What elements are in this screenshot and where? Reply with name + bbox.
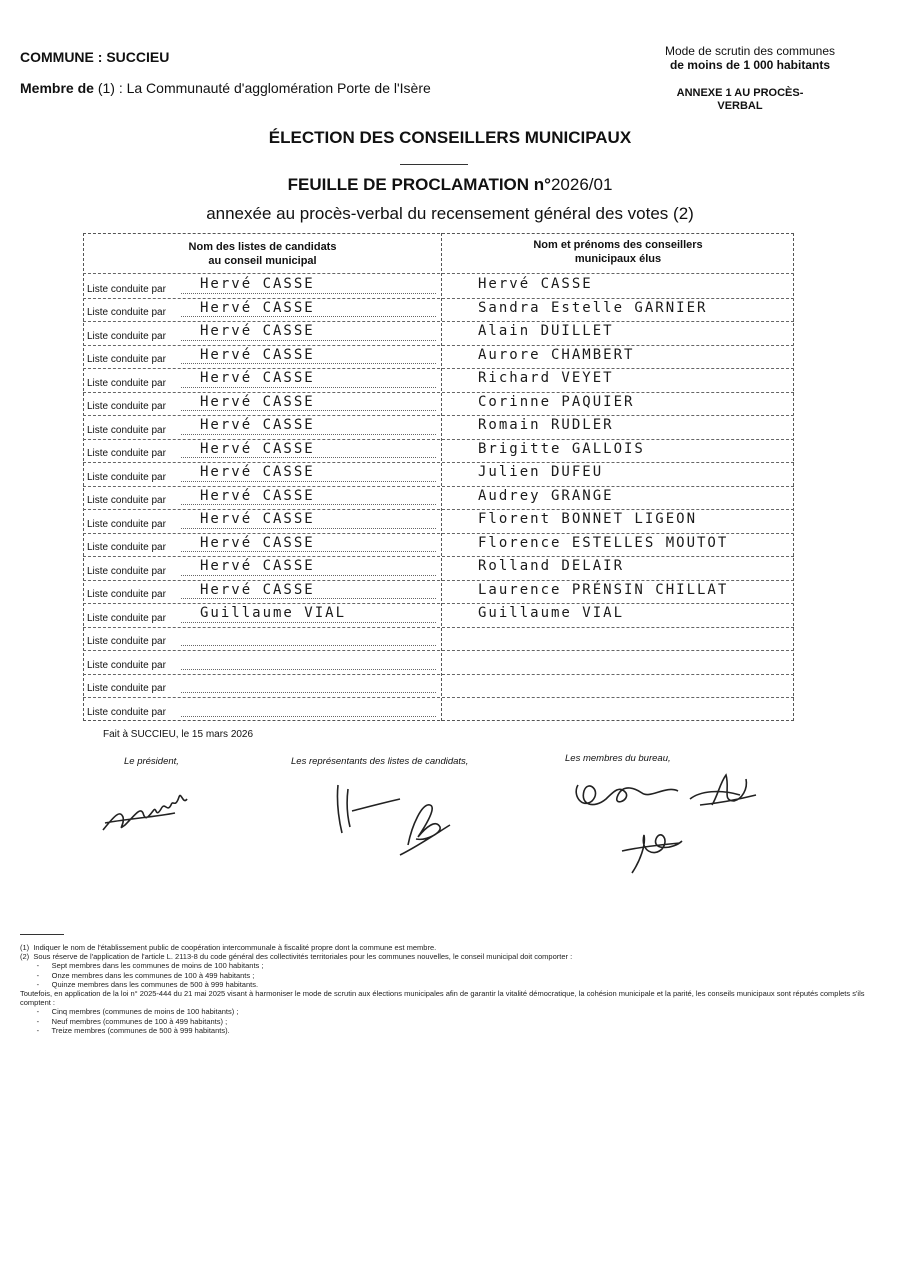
row-liste-name: Guillaume VIAL (200, 605, 347, 622)
row-dotted-line (181, 410, 436, 411)
row-prefix-label: Liste conduite par (87, 612, 166, 624)
mode-line-1: Mode de scrutin des communes (664, 44, 836, 58)
header-listes-line-2: au conseil municipal (208, 255, 317, 267)
header-listes-line-1: Nom des listes de candidats (188, 241, 337, 253)
row-prefix-label: Liste conduite par (87, 377, 166, 389)
footnote-line: - Neuf membres (communes de 100 à 499 habitants) ; (20, 1016, 228, 1026)
footnote-line: - Onze membres dans les communes de 100 à 499 habitants ; (20, 970, 255, 980)
table-row-divider (83, 603, 794, 604)
row-dotted-line (181, 387, 436, 388)
row-prefix-label: Liste conduite par (87, 518, 166, 530)
annexe-label (640, 87, 840, 113)
membre-ref: (1) : (97, 80, 123, 96)
header-elus-line-2: municipaux élus (574, 253, 662, 265)
row-elu-name: Julien DUFEU (478, 464, 604, 481)
table-row-divider (83, 627, 794, 628)
row-liste-name: Hervé CASSE (200, 346, 315, 363)
row-dotted-line (181, 669, 436, 670)
row-liste-name: Hervé CASSE (200, 276, 315, 292)
commune-name: COMMUNE : SUCCIEU (20, 49, 170, 65)
footnote-line: (1) Indiquer le nom de l'établissement public de coopération intercommunale à fiscalité propre dont la commune est membre. (20, 943, 437, 952)
row-prefix-label: Liste conduite par (87, 589, 166, 601)
table-row-divider (83, 368, 794, 369)
header-elus-line-1: Nom et prénoms des conseillers (533, 239, 703, 251)
table-column-divider (441, 233, 442, 721)
table-row-divider (83, 580, 794, 581)
row-prefix-label: Liste conduite par (87, 401, 166, 413)
representants-label: Les représentants des listes de candidats, (291, 756, 469, 767)
row-liste-name: Hervé CASSE (200, 581, 315, 598)
row-liste-name: Hervé CASSE (200, 417, 315, 434)
feuille-title (0, 175, 900, 195)
row-elu-name: Florence ESTELLES MOUTOT (478, 534, 729, 551)
row-dotted-line (181, 293, 436, 294)
fait-a: Fait à SUCCIEU, le 15 mars 2026 (103, 729, 254, 740)
mode-scrutin (600, 44, 900, 72)
row-prefix-label: Liste conduite par (87, 542, 166, 554)
row-dotted-line (181, 692, 436, 693)
row-dotted-line (181, 716, 436, 717)
feuille-number: 2026/01 (550, 175, 613, 194)
footnote-divider (20, 934, 64, 935)
row-elu-name: Florent BONNET LIGEON (478, 511, 698, 528)
footnote-line: - Sept membres dans les communes de moins de 100 habitants ; (20, 961, 264, 971)
row-dotted-line (181, 434, 436, 435)
mode-line-2: de moins de 1 000 habitants (669, 58, 831, 72)
table-header-divider (83, 273, 794, 274)
row-prefix-label: Liste conduite par (87, 495, 166, 507)
title-divider (400, 164, 468, 165)
row-liste-name: Hervé CASSE (200, 440, 315, 457)
table-row-divider (83, 415, 794, 416)
table-row-divider (83, 697, 794, 698)
table-row-divider (83, 674, 794, 675)
row-elu-name: Guillaume VIAL (478, 605, 625, 622)
membres-label: Les membres du bureau, (565, 753, 671, 764)
row-dotted-line (181, 363, 436, 364)
table-row-divider (83, 439, 794, 440)
table-row-divider (83, 509, 794, 510)
membre-value: La Communauté d'agglomération Porte de l'Isère (126, 80, 431, 96)
representant-signature (330, 775, 470, 865)
row-prefix-label: Liste conduite par (87, 707, 166, 718)
row-elu-name: Audrey GRANGE (478, 487, 614, 504)
row-dotted-line (181, 598, 436, 599)
row-elu-name: Richard VEYET (478, 370, 614, 387)
row-liste-name: Hervé CASSE (200, 534, 315, 551)
row-dotted-line (181, 645, 436, 646)
row-liste-name: Hervé CASSE (200, 299, 315, 316)
feuille-subtitle: annexée au procès-verbal du recensement général des votes (2) (206, 204, 694, 223)
row-liste-name: Hervé CASSE (200, 393, 315, 410)
header-listes (84, 240, 441, 268)
table-row-divider (83, 392, 794, 393)
row-prefix-label: Liste conduite par (87, 354, 166, 366)
row-dotted-line (181, 340, 436, 341)
table-row-divider (83, 650, 794, 651)
row-liste-name: Hervé CASSE (200, 464, 315, 481)
footnote-line: - Treize membres (communes de 500 à 999 habitants). (20, 1025, 230, 1035)
row-dotted-line (181, 504, 436, 505)
footnote-line: - Quinze membres dans les communes de 500 à 999 habitants. (20, 979, 259, 989)
row-prefix-label: Liste conduite par (87, 683, 166, 695)
row-elu-name: Corinne PAQUIER (478, 393, 635, 410)
table-row-divider (83, 486, 794, 487)
membre-line (20, 80, 431, 96)
president-signature (95, 775, 215, 840)
row-elu-name: Hervé CASSE (478, 276, 593, 292)
row-prefix-label: Liste conduite par (87, 424, 166, 436)
row-prefix-label: Liste conduite par (87, 448, 166, 460)
row-prefix-label: Liste conduite par (87, 565, 166, 577)
footnote-line: Toutefois, en application de la loi n° 2025-444 du 21 mai 2025 visant à harmoniser le mode de scrutin aux élections municipales afin de garantir la vitalité démocratique, la cohésion municipale et la parité, les conseils municipaux sont réputés complets s'ils comptent : (20, 989, 867, 1008)
row-prefix-label: Liste conduite par (87, 471, 166, 483)
row-dotted-line (181, 528, 436, 529)
row-elu-name: Aurore CHAMBERT (478, 346, 635, 363)
row-elu-name: Sandra Estelle GARNIER (478, 299, 708, 316)
president-label: Le président, (124, 756, 179, 767)
row-dotted-line (181, 316, 436, 317)
footnote-line: (2) Sous réserve de l'application de l'article L. 2113-8 du code général des collectivités territoriales pour les communes nouvelles, le conseil municipal doit comporter : (20, 952, 573, 962)
table-row-divider (83, 345, 794, 346)
annexe-line-1: ANNEXE 1 AU PROCÈS- (676, 87, 804, 99)
row-elu-name: Laurence PRÉNSIN CHILLAT (478, 581, 729, 598)
row-dotted-line (181, 481, 436, 482)
footnotes (20, 943, 880, 1035)
table-row-divider (83, 462, 794, 463)
table-row-divider (83, 533, 794, 534)
row-dotted-line (181, 575, 436, 576)
row-prefix-label: Liste conduite par (87, 636, 166, 648)
table-row-divider (83, 556, 794, 557)
membres-signatures (570, 765, 780, 885)
header-elus (442, 238, 794, 266)
row-dotted-line (181, 551, 436, 552)
table-row-divider (83, 298, 794, 299)
table-row-divider (83, 321, 794, 322)
page-title: ÉLECTION DES CONSEILLERS MUNICIPAUX (268, 128, 632, 147)
row-elu-name: Brigitte GALLOIS (478, 440, 645, 457)
membre-label: Membre de (20, 80, 94, 96)
row-prefix-label: Liste conduite par (87, 659, 166, 671)
row-liste-name: Hervé CASSE (200, 370, 315, 387)
row-liste-name: Hervé CASSE (200, 323, 315, 340)
row-elu-name: Rolland DELAIR (478, 558, 625, 575)
row-prefix-label: Liste conduite par (87, 283, 166, 295)
annexe-line-2: VERBAL (717, 100, 763, 112)
row-liste-name: Hervé CASSE (200, 558, 315, 575)
row-elu-name: Alain DUILLET (478, 323, 614, 340)
row-prefix-label: Liste conduite par (87, 330, 166, 342)
row-elu-name: Romain RUDLER (478, 417, 614, 434)
row-dotted-line (181, 457, 436, 458)
footnote-line: - Cinq membres (communes de moins de 100 habitants) ; (20, 1007, 239, 1017)
row-prefix-label: Liste conduite par (87, 307, 166, 319)
row-liste-name: Hervé CASSE (200, 487, 315, 504)
row-liste-name: Hervé CASSE (200, 511, 315, 528)
feuille-label: FEUILLE DE PROCLAMATION n° (287, 175, 551, 194)
row-dotted-line (181, 622, 436, 623)
